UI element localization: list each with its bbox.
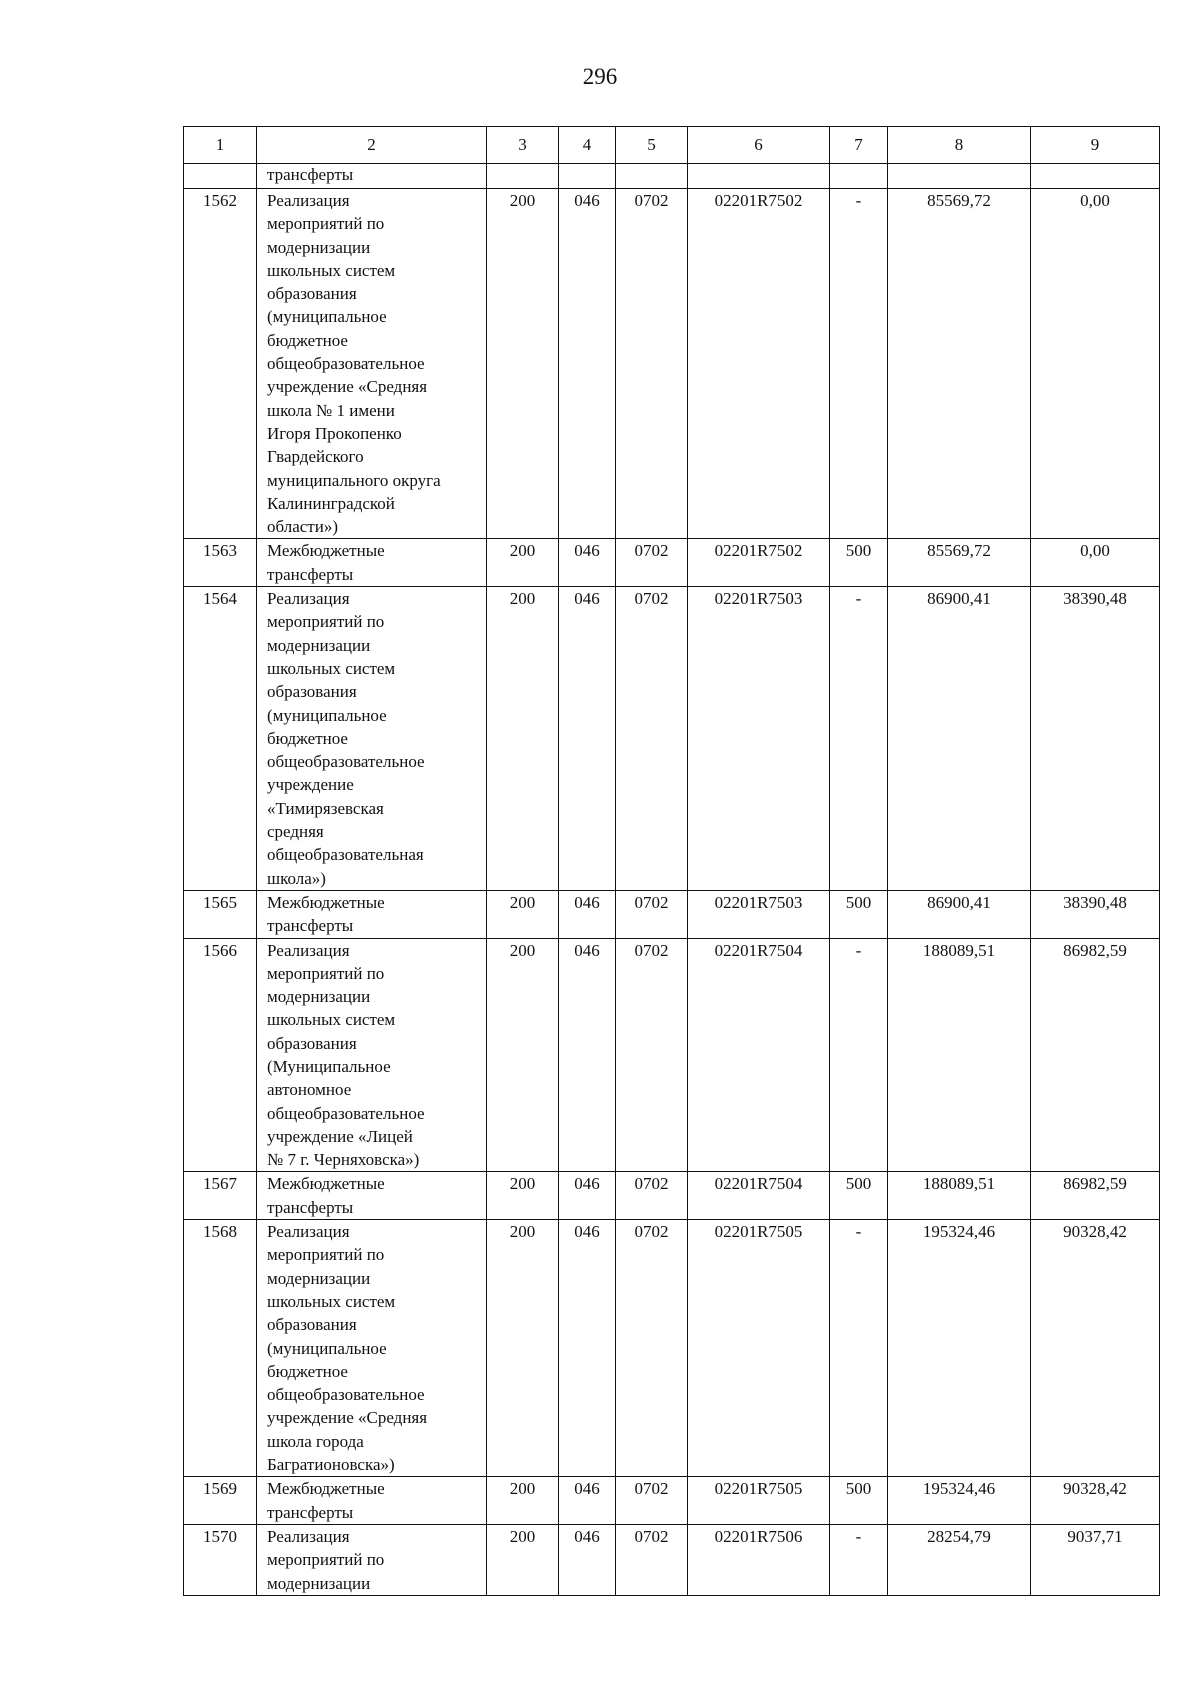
cell-c9: 90328,42	[1031, 1477, 1160, 1525]
cell-c4: 046	[559, 1220, 616, 1477]
table-row	[184, 938, 1160, 1172]
cell-name: Межбюджетные трансферты	[257, 1172, 487, 1220]
cell-c3: 200	[487, 938, 559, 1172]
cell-c3: 200	[487, 587, 559, 891]
cell-name: Реализация мероприятий по модернизации школьных систем образования (муниципальное бюджетное общеобразовательное учреждение «Средняя школа № 1 имени Игоря Прокопенко Гвардейского муниципального округа Калининградской области»)	[257, 189, 487, 539]
cell-c8: 85569,72	[888, 539, 1031, 587]
cell-c7: -	[830, 189, 888, 539]
cell-num: 1563	[184, 539, 257, 587]
cell-name: Реализация мероприятий по модернизации школьных систем образования (Муниципальное автономное общеобразовательное учреждение «Лицей № 7 г. Черняховска»)	[257, 938, 487, 1172]
cell-c5: 0702	[616, 587, 688, 891]
cell-c9: 86982,59	[1031, 1172, 1160, 1220]
cell-c4: 046	[559, 189, 616, 539]
cell-c7: 500	[830, 539, 888, 587]
cell-c7: -	[830, 587, 888, 891]
cell-c5: 0702	[616, 1172, 688, 1220]
cell-c7: -	[830, 1220, 888, 1477]
cell-c7: 500	[830, 1172, 888, 1220]
cell-c4: 046	[559, 587, 616, 891]
header-row	[184, 127, 1160, 164]
cell-c3: 200	[487, 189, 559, 539]
cell-c5: 0702	[616, 890, 688, 938]
cell-c4: 046	[559, 1477, 616, 1525]
cell-name: трансферты	[257, 164, 487, 189]
cell-c4	[559, 164, 616, 189]
cell-c4: 046	[559, 539, 616, 587]
cell-c8: 188089,51	[888, 938, 1031, 1172]
cell-c3: 200	[487, 1172, 559, 1220]
cell-c5: 0702	[616, 1220, 688, 1477]
cell-c4: 046	[559, 890, 616, 938]
header-cell: 3	[487, 127, 559, 164]
cell-c4: 046	[559, 1172, 616, 1220]
cell-num: 1568	[184, 1220, 257, 1477]
cell-c6: 02201R7502	[688, 539, 830, 587]
cell-c7: 500	[830, 1477, 888, 1525]
cell-name: Межбюджетные трансферты	[257, 539, 487, 587]
cell-c5: 0702	[616, 1524, 688, 1595]
header-cell: 8	[888, 127, 1031, 164]
cell-c7: 500	[830, 890, 888, 938]
continuation-row	[184, 164, 1160, 189]
cell-c7	[830, 164, 888, 189]
table-row	[184, 1477, 1160, 1525]
cell-c6	[688, 164, 830, 189]
cell-c6: 02201R7502	[688, 189, 830, 539]
header-cell: 9	[1031, 127, 1160, 164]
table-row	[184, 189, 1160, 539]
cell-c8: 195324,46	[888, 1220, 1031, 1477]
cell-c3: 200	[487, 1477, 559, 1525]
header-cell: 5	[616, 127, 688, 164]
page-number: 296	[582, 64, 618, 89]
cell-c9: 90328,42	[1031, 1220, 1160, 1477]
cell-c6: 02201R7505	[688, 1220, 830, 1477]
cell-c6: 02201R7506	[688, 1524, 830, 1595]
cell-num	[184, 164, 257, 189]
budget-table	[183, 126, 1160, 1596]
table-row	[184, 1220, 1160, 1477]
cell-num: 1564	[184, 587, 257, 891]
cell-c6: 02201R7505	[688, 1477, 830, 1525]
cell-c9: 0,00	[1031, 189, 1160, 539]
cell-name: Межбюджетные трансферты	[257, 1477, 487, 1525]
cell-name: Реализация мероприятий по модернизации школьных систем образования (муниципальное бюджетное общеобразовательное учреждение «Средняя школа города Багратионовска»)	[257, 1220, 487, 1477]
cell-num: 1567	[184, 1172, 257, 1220]
header-cell: 4	[559, 127, 616, 164]
cell-c7: -	[830, 1524, 888, 1595]
cell-c8: 86900,41	[888, 890, 1031, 938]
cell-c4: 046	[559, 1524, 616, 1595]
cell-c8: 86900,41	[888, 587, 1031, 891]
header-cell: 1	[184, 127, 257, 164]
cell-c9: 38390,48	[1031, 890, 1160, 938]
cell-c5: 0702	[616, 1477, 688, 1525]
cell-c8: 195324,46	[888, 1477, 1031, 1525]
cell-c8: 188089,51	[888, 1172, 1031, 1220]
cell-c6: 02201R7504	[688, 1172, 830, 1220]
cell-c8	[888, 164, 1031, 189]
cell-c3: 200	[487, 1220, 559, 1477]
cell-num: 1562	[184, 189, 257, 539]
cell-c9: 38390,48	[1031, 587, 1160, 891]
table-row	[184, 1172, 1160, 1220]
cell-c9: 9037,71	[1031, 1524, 1160, 1595]
cell-c3: 200	[487, 1524, 559, 1595]
cell-c3	[487, 164, 559, 189]
cell-c5: 0702	[616, 189, 688, 539]
cell-c6: 02201R7503	[688, 890, 830, 938]
cell-c9	[1031, 164, 1160, 189]
cell-c4: 046	[559, 938, 616, 1172]
header-cell: 2	[257, 127, 487, 164]
cell-c6: 02201R7503	[688, 587, 830, 891]
cell-name: Реализация мероприятий по модернизации школьных систем образования (муниципальное бюджетное общеобразовательное учреждение «Тимирязевская средняя общеобразовательная школа»)	[257, 587, 487, 891]
header-cell: 6	[688, 127, 830, 164]
cell-name: Межбюджетные трансферты	[257, 890, 487, 938]
header-cell: 7	[830, 127, 888, 164]
cell-c5: 0702	[616, 539, 688, 587]
cell-c3: 200	[487, 890, 559, 938]
cell-c8: 28254,79	[888, 1524, 1031, 1595]
cell-num: 1565	[184, 890, 257, 938]
cell-c9: 0,00	[1031, 539, 1160, 587]
cell-num: 1566	[184, 938, 257, 1172]
table-row	[184, 890, 1160, 938]
cell-c8: 85569,72	[888, 189, 1031, 539]
cell-num: 1569	[184, 1477, 257, 1525]
cell-name: Реализация мероприятий по модернизации	[257, 1524, 487, 1595]
cell-c5: 0702	[616, 938, 688, 1172]
table-row	[184, 1524, 1160, 1595]
table-row	[184, 539, 1160, 587]
cell-c3: 200	[487, 539, 559, 587]
cell-c9: 86982,59	[1031, 938, 1160, 1172]
table-row	[184, 587, 1160, 891]
cell-c7: -	[830, 938, 888, 1172]
cell-c6: 02201R7504	[688, 938, 830, 1172]
cell-c5	[616, 164, 688, 189]
cell-num: 1570	[184, 1524, 257, 1595]
